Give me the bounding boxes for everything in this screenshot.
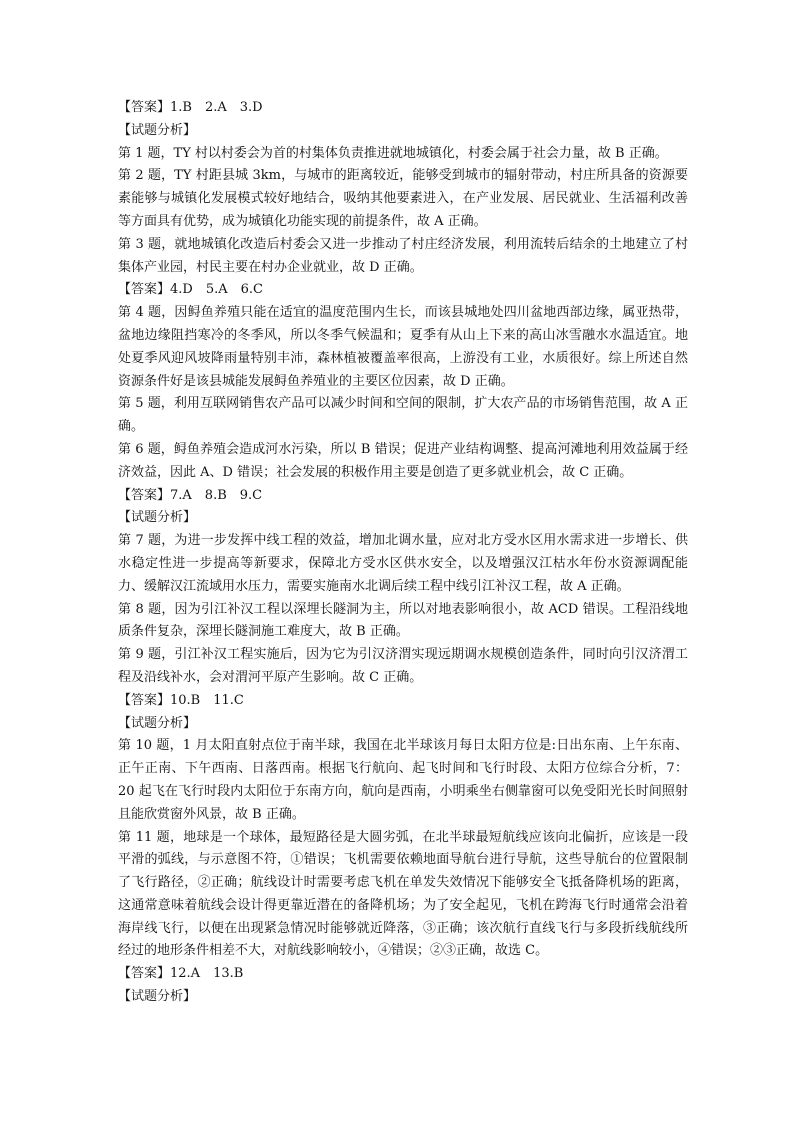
analysis-paragraph: 第 11 题，地球是一个球体，最短路径是大圆劣弧，在北半球最短航线应该向北偏折，应该是一段平滑的弧线，与示意图不符，①错误；飞机需要依赖地面导航台进行导航，这些导航台的位置限制了飞行路径，②正确；航线设计时需要考虑飞机在单发失效情况下能够安全飞抵备降机场的距离，这通常意味着航线会设计得更靠近潜在的备降机场；为了安全起见，飞机在跨海飞行时通常会沿着海岸线飞行，以便在出现紧急情况时能够就近降落，③正确；该次航行直线飞行与多段折线航线所经过的地形条件相差不大，对航线影响较小，④错误；②③正确，故选 C。 — [118, 829, 688, 959]
analysis-heading: 【试题分析】 — [118, 510, 197, 526]
analysis-paragraph: 第 2 题，TY 村距县城 3km，与城市的距离较近，能够受到城市的辐射带动，村庄所具备的资源要素能够与城镇化发展模式较好地结合，吸纳其他要素进入，在产业发展、居民就业、生活福利改善等方面具有优势，成为城镇化功能实现的前提条件，故 A 正确。 — [118, 168, 688, 229]
answer-line: 【答案】10.B 11.C — [118, 692, 244, 708]
analysis-heading: 【试题分析】 — [118, 989, 197, 1005]
analysis-paragraph: 第 3 题，就地城镇化改造后村委会又进一步推动了村庄经济发展，利用流转后结余的土地建立了村集体产业园，村民主要在村办企业就业，故 D 正确。 — [118, 236, 688, 275]
analysis-paragraph: 第 7 题，为进一步发挥中线工程的效益，增加北调水量，应对北方受水区用水需求进一步增长、供水稳定性进一步提高等新要求，保障北方受水区供水安全，以及增强汉江枯水年份水资源调配能力、缓解汉江流域用水压力，需要实施南水北调后续工程中线引江补汉工程，故 A 正确。 — [118, 533, 688, 594]
answer-analysis-text — [118, 97, 688, 1009]
analysis-heading: 【试题分析】 — [118, 715, 197, 731]
answer-line: 【答案】1.B 2.A 3.D — [118, 100, 263, 115]
answer-line: 【答案】4.D 5.A 6.C — [118, 282, 263, 298]
analysis-paragraph: 第 5 题，利用互联网销售农产品可以减少时间和空间的限制，扩大农产品的市场销售范围，故 A 正确。 — [118, 396, 688, 435]
analysis-paragraph: 第 4 题，因鲟鱼养殖只能在适宜的温度范围内生长，而该县城地处四川盆地西部边缘，属亚热带，盆地边缘阻挡寒冷的冬季风，所以冬季气候温和；夏季有从山上下来的高山冰雪融水水温适宜。地处夏季风迎风坡降雨量特别丰沛，森林植被覆盖率很高，上游没有工业，水质很好。综上所述自然资源条件好是该县城能发展鲟鱼养殖业的主要区位因素，故 D 正确。 — [118, 305, 688, 389]
answer-line: 【答案】7.A 8.B 9.C — [118, 487, 263, 503]
analysis-paragraph: 第 9 题，引江补汉工程实施后，因为它为引汉济渭实现远期调水规模创造条件，同时向引汉济渭工程及沿线补水，会对渭河平原产生影响。故 C 正确。 — [118, 647, 688, 685]
analysis-paragraph: 第 8 题，因为引江补汉工程以深埋长隧洞为主，所以对地表影响很小，故 ACD 错误。工程沿线地质条件复杂，深埋长隧洞施工难度大，故 B 正确。 — [118, 601, 688, 640]
analysis-paragraph: 第 1 题，TY 村以村委会为首的村集体负责推进就地城镇化，村委会属于社会力量，故 B 正确。 — [118, 145, 668, 161]
analysis-paragraph: 第 6 题，鲟鱼养殖会造成河水污染，所以 B 错误；促进产业结构调整、提高河滩地利用效益属于经济效益，因此 A、D 错误；社会发展的积极作用主要是创造了更多就业机会，故 C 正确。 — [118, 441, 688, 480]
analysis-paragraph: 第 10 题，1 月太阳直射点位于南半球，我国在北半球该月每日太阳方位是:日出东南、上午东南、正午正南、下午西南、日落西南。根据飞行航向、起飞时间和飞行时段、太阳方位综合分析，7：20 起飞在飞行时段内太阳位于东南方向，航向是西南，小明乘坐右侧靠窗可以免受阳光长时间照射且能欣赏窗外风景，故 B 正确。 — [118, 738, 688, 822]
analysis-heading: 【试题分析】 — [118, 122, 197, 138]
answer-line: 【答案】12.A 13.B — [118, 966, 244, 982]
